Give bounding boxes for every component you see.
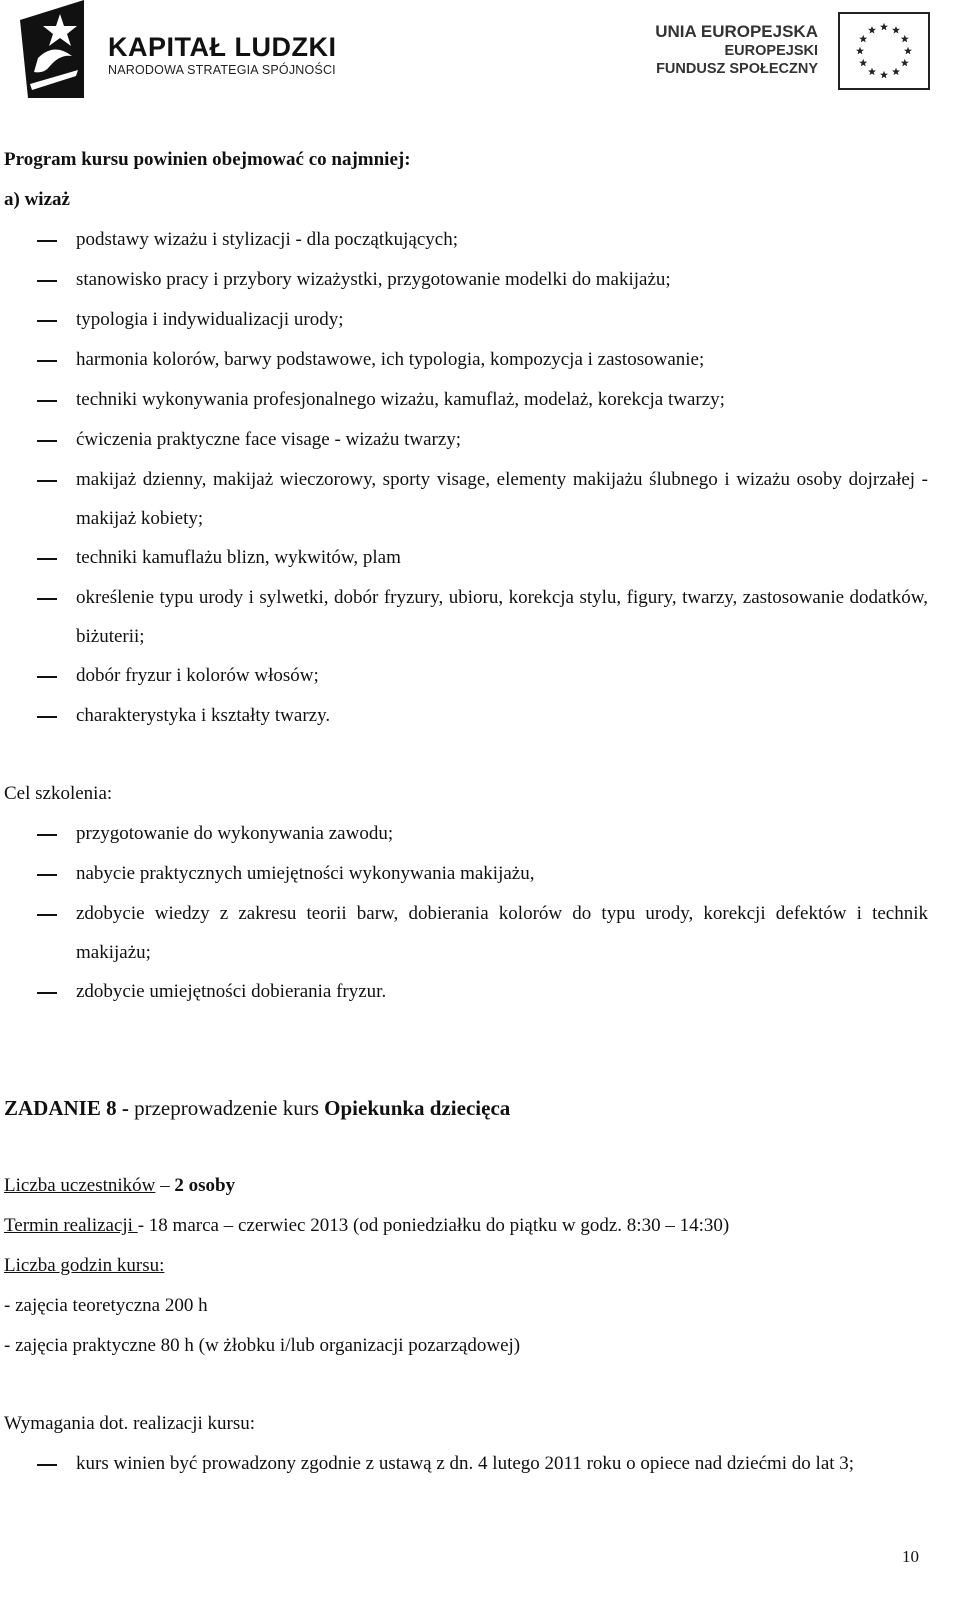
section-a-heading: a) wizaż: [4, 189, 70, 210]
list-item: techniki kamuflażu blizn, wykwitów, plam: [4, 538, 948, 578]
kl-title: KAPITAŁ LUDZKI: [108, 32, 337, 62]
cel-list: [4, 814, 948, 1012]
list-item: podstawy wizażu i stylizacji - dla początkujących;: [4, 220, 948, 260]
program-heading: Program kursu powinien obejmować co najmniej:: [4, 149, 411, 170]
page-number: 10: [902, 1547, 919, 1566]
ue-line3: FUNDUSZ SPOŁECZNY: [656, 61, 818, 77]
list-item: zdobycie umiejętności dobierania fryzur.: [4, 972, 948, 1012]
list-item: harmonia kolorów, barwy podstawowe, ich typologia, kompozycja i zastosowanie;: [4, 340, 948, 380]
list-item: określenie typu urody i sylwetki, dobór fryzury, ubioru, korekcja stylu, figury, twarzy, zastosowanie dodatków, biżuterii;: [4, 578, 948, 656]
zadanie-heading: [4, 1088, 948, 1128]
eu-flag-icon: [838, 12, 930, 90]
document-body: [4, 140, 948, 1483]
page-header: [0, 0, 960, 110]
ue-line2: EUROPEJSKI: [724, 43, 818, 59]
list-item: techniki wykonywania profesjonalnego wizażu, kamuflaż, modelaż, korekcja twarzy;: [4, 380, 948, 420]
list-item: nabycie praktycznych umiejętności wykonywania makijażu,: [4, 854, 948, 894]
list-item: ćwiczenia praktyczne face visage - wizażu twarzy;: [4, 420, 948, 460]
list-item: zdobycie wiedzy z zakresu teorii barw, dobierania kolorów do typu urody, korekcji defektów i technik makijażu;: [4, 894, 948, 972]
list-item: typologia i indywidualizacji urody;: [4, 300, 948, 340]
list-item: dobór fryzur i kolorów włosów;: [4, 656, 948, 696]
participants-line: [4, 1166, 948, 1206]
participants-label: Liczba uczestników: [4, 1175, 156, 1196]
kapital-ludzki-logo: [20, 0, 106, 100]
cel-heading: Cel szkolenia:: [4, 783, 113, 804]
participants-sep: –: [155, 1175, 175, 1196]
hours-label: Liczba godzin kursu:: [4, 1255, 165, 1276]
term-line: [4, 1206, 948, 1246]
list-item: makijaż dzienny, makijaż wieczorowy, sporty visage, elementy makijażu ślubnego i wizażu osoby dojrzałej - makijaż kobiety;: [4, 460, 948, 538]
ue-wordmark: [655, 22, 818, 78]
list-item: charakterystyka i kształty twarzy.: [4, 696, 948, 736]
term-label: Termin realizacji: [4, 1215, 138, 1236]
participants-value: 2 osoby: [174, 1175, 236, 1196]
list-item: stanowisko pracy i przybory wizażystki, przygotowanie modelki do makijażu;: [4, 260, 948, 300]
kapital-ludzki-wordmark: [108, 33, 336, 77]
program-list: [4, 220, 948, 736]
hours-theory: - zajęcia teoretyczna 200 h: [4, 1295, 208, 1316]
kl-subtitle: NARODOWA STRATEGIA SPÓJNOŚCI: [108, 63, 336, 77]
zadanie-text: przeprowadzenie kurs: [128, 1096, 325, 1120]
list-item: przygotowanie do wykonywania zawodu;: [4, 814, 948, 854]
list-item: kurs winien być prowadzony zgodnie z ustawą z dn. 4 lutego 2011 roku o opiece nad dziećmi do lat 3;: [4, 1444, 948, 1483]
wymagania-list: [4, 1444, 948, 1483]
zadanie-label: ZADANIE 8 -: [4, 1096, 129, 1120]
ue-title: UNIA EUROPEJSKA: [655, 22, 818, 41]
hours-practice: - zajęcia praktyczne 80 h (w żłobku i/lub organizacji pozarządowej): [4, 1335, 521, 1356]
wymagania-heading: Wymagania dot. realizacji kursu:: [4, 1413, 256, 1434]
term-value: - 18 marca – czerwiec 2013 (od poniedziałku do piątku w godz. 8:30 – 14:30): [137, 1215, 730, 1236]
zadanie-name: Opiekunka dziecięca: [324, 1096, 511, 1120]
